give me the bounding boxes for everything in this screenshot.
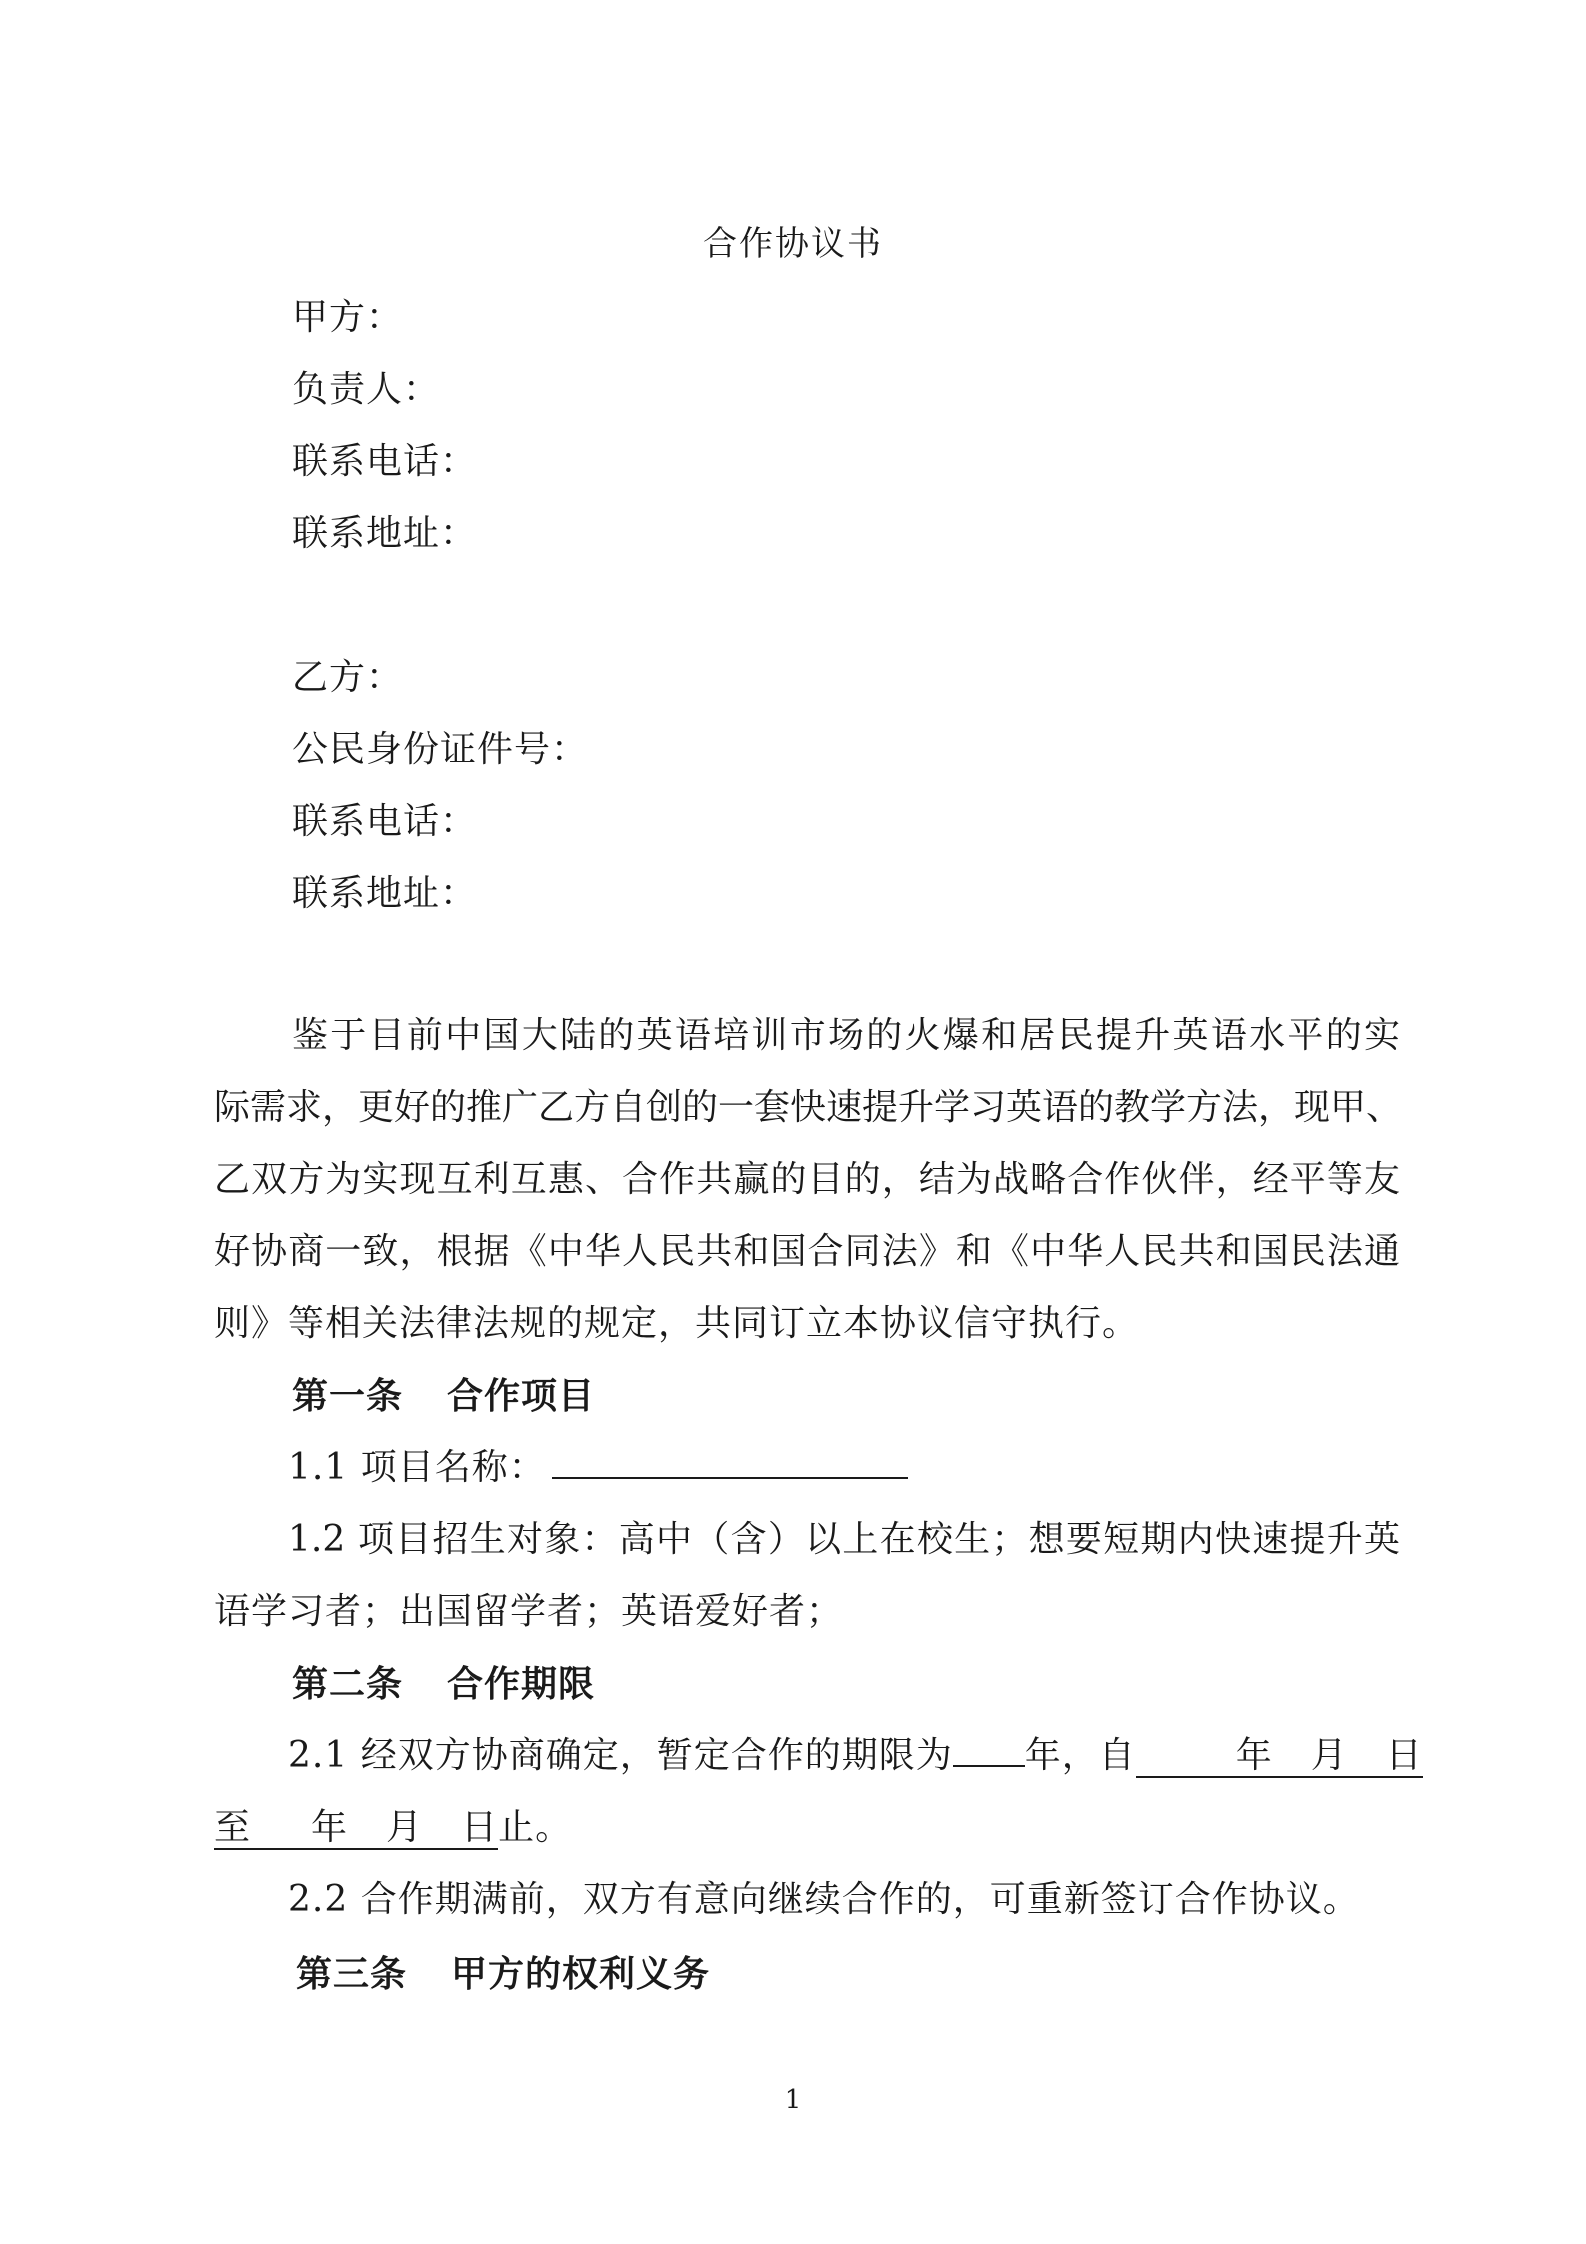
article-3-number: 第三条: [296, 1953, 408, 1995]
item-2-1-line-1: [288, 1726, 1423, 1786]
article-3-title: 甲方的权利义务: [451, 1953, 711, 1995]
article-1-title: 合作项目: [447, 1375, 596, 1417]
end-month-label: 月: [386, 1807, 424, 1848]
end-day-label: 日: [461, 1807, 499, 1848]
item-2-1-text-a: 2.1 经双方协商确定，暂定合作的期限为: [288, 1735, 953, 1776]
end-year-label: 年: [311, 1807, 349, 1848]
item-2-1-line-2: [214, 1798, 572, 1858]
party-b-label: 乙方：: [292, 657, 404, 698]
article-2-number: 第二条: [292, 1663, 404, 1705]
preamble-line: 鉴于目前中国大陆的英语培训市场的火爆和居民提升英语水平的实: [292, 1015, 1400, 1056]
item-2-2: 2.2 合作期满前，双方有意向继续合作的，可重新签订合作协议。: [288, 1879, 1360, 1920]
party-b-address: 联系地址：: [292, 873, 478, 914]
party-a-person-in-charge: 负责人：: [292, 369, 441, 410]
preamble-line: 乙双方为实现互利互惠、合作共赢的目的，结为战略合作伙伴，经平等友: [214, 1159, 1400, 1200]
party-b-phone: 联系电话：: [292, 801, 478, 842]
start-day-label: 日: [1385, 1735, 1423, 1776]
term-years-blank[interactable]: [953, 1729, 1025, 1767]
item-1-1-label: 1.1 项目名称：: [288, 1447, 546, 1488]
project-name-blank[interactable]: [552, 1441, 908, 1479]
end-to-label: 至: [214, 1807, 252, 1848]
start-year-label: 年: [1235, 1735, 1273, 1776]
party-b-id-number: 公民身份证件号：: [292, 729, 589, 770]
end-date-field[interactable]: [214, 1807, 498, 1850]
item-2-1-end: 止。: [498, 1807, 573, 1848]
item-2-1-text-b: 年，自: [1024, 1735, 1136, 1776]
item-1-2-line: 1.2 项目招生对象：高中（含）以上在校生；想要短期内快速提升英: [288, 1519, 1400, 1560]
article-1-number: 第一条: [292, 1375, 404, 1417]
item-1-1: [288, 1438, 908, 1498]
preamble-line: 际需求，更好的推广乙方自创的一套快速提升学习英语的教学方法，现甲、: [214, 1087, 1403, 1128]
preamble-line: 则》等相关法律法规的规定，共同订立本协议信守执行。: [214, 1303, 1140, 1344]
preamble-line: 好协商一致，根据《中华人民共和国合同法》和《中华人民共和国民法通: [214, 1231, 1400, 1272]
party-a-phone: 联系电话：: [292, 441, 478, 482]
article-2-heading: [292, 1654, 595, 1714]
page-number: 1: [784, 2085, 802, 2115]
article-3-heading: [296, 1944, 710, 2004]
article-1-heading: [292, 1366, 595, 1426]
start-date-field[interactable]: [1136, 1735, 1423, 1778]
party-a-label: 甲方：: [292, 297, 404, 338]
party-a-address: 联系地址：: [292, 513, 478, 554]
item-1-2-line: 语学习者；出国留学者；英语爱好者；: [214, 1591, 844, 1632]
document-title: 合作协议书: [703, 224, 883, 264]
start-month-label: 月: [1310, 1735, 1348, 1776]
article-2-title: 合作期限: [447, 1663, 596, 1705]
